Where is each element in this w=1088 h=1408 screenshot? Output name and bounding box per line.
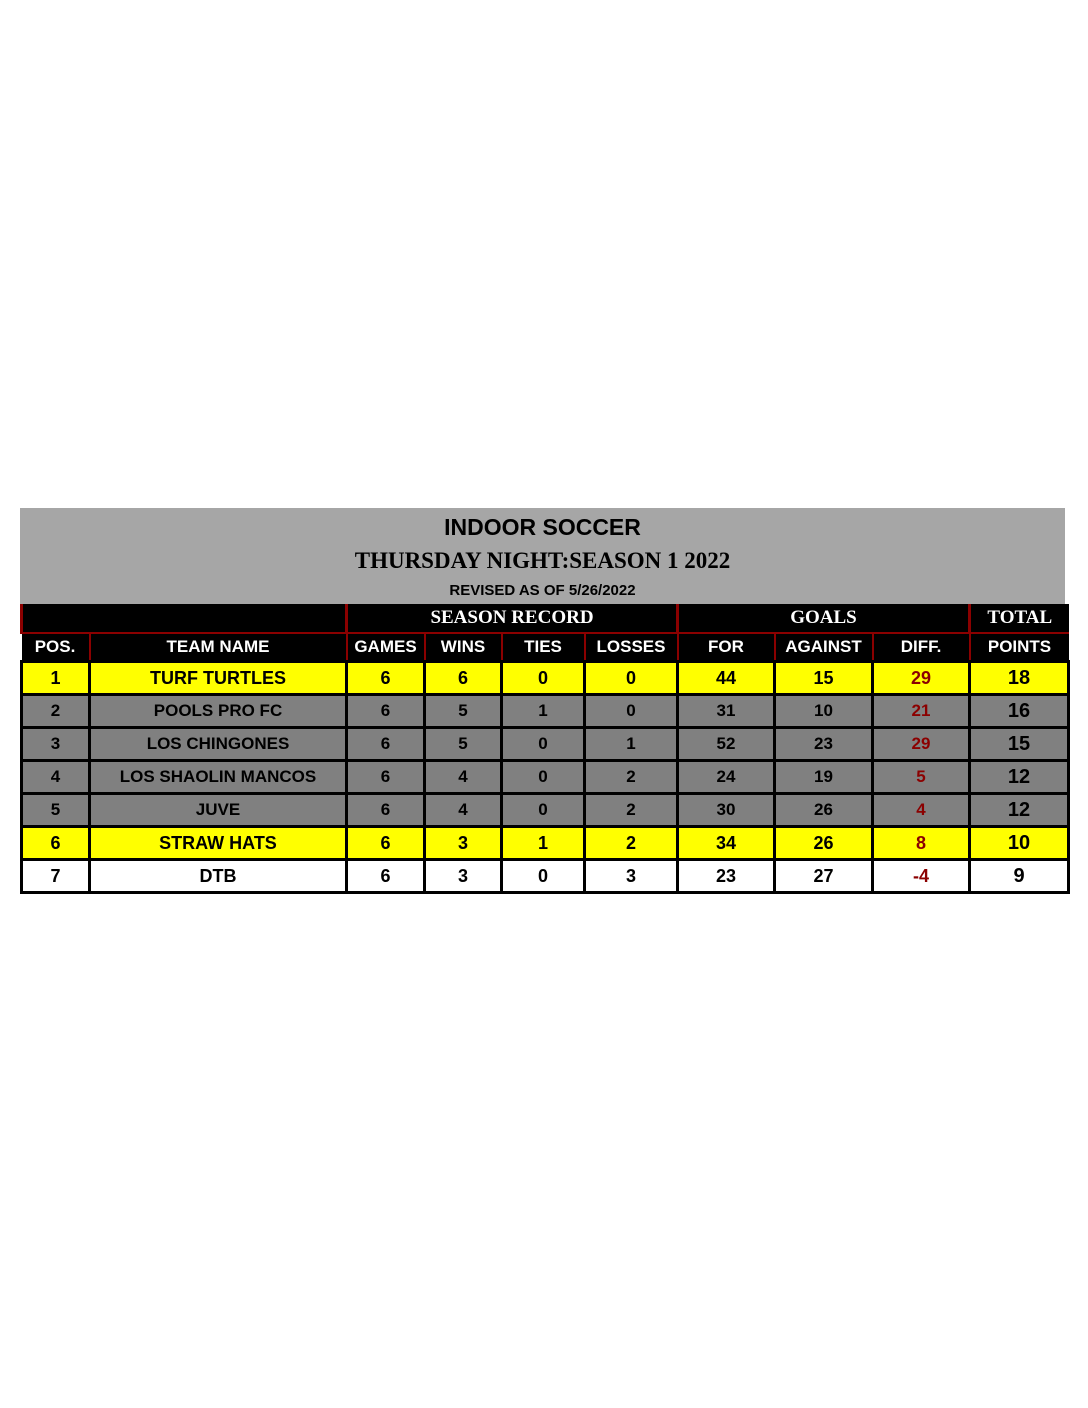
cell-points: 12	[970, 761, 1069, 794]
group-total: TOTAL	[970, 604, 1069, 633]
col-against: AGAINST	[775, 633, 873, 662]
cell-ties: 0	[502, 662, 585, 695]
cell-diff: 21	[873, 695, 970, 728]
cell-losses: 0	[585, 662, 678, 695]
cell-against: 27	[775, 860, 873, 893]
cell-against: 10	[775, 695, 873, 728]
cell-for: 24	[678, 761, 775, 794]
col-points: POINTS	[970, 633, 1069, 662]
cell-for: 34	[678, 827, 775, 860]
cell-pos: 5	[22, 794, 90, 827]
cell-for: 44	[678, 662, 775, 695]
league-title: INDOOR SOCCER	[444, 514, 641, 540]
cell-ties: 0	[502, 728, 585, 761]
cell-against: 26	[775, 794, 873, 827]
cell-losses: 0	[585, 695, 678, 728]
group-blank	[22, 604, 347, 633]
table-row	[22, 695, 1069, 728]
cell-games: 6	[347, 860, 425, 893]
cell-wins: 3	[425, 860, 502, 893]
group-season-record: SEASON RECORD	[347, 604, 678, 633]
table-row	[22, 827, 1069, 860]
table-row	[22, 728, 1069, 761]
cell-against: 23	[775, 728, 873, 761]
cell-team: LOS CHINGONES	[90, 728, 347, 761]
cell-pos: 1	[22, 662, 90, 695]
cell-team: TURF TURTLES	[90, 662, 347, 695]
group-goals: GOALS	[678, 604, 970, 633]
group-header-row	[22, 604, 1069, 633]
cell-for: 52	[678, 728, 775, 761]
cell-for: 31	[678, 695, 775, 728]
cell-ties: 1	[502, 695, 585, 728]
cell-diff: 5	[873, 761, 970, 794]
col-diff: DIFF.	[873, 633, 970, 662]
cell-diff: -4	[873, 860, 970, 893]
cell-games: 6	[347, 662, 425, 695]
cell-ties: 0	[502, 761, 585, 794]
revised-date: REVISED AS OF 5/26/2022	[449, 582, 636, 599]
cell-wins: 3	[425, 827, 502, 860]
cell-points: 16	[970, 695, 1069, 728]
cell-pos: 2	[22, 695, 90, 728]
cell-team: JUVE	[90, 794, 347, 827]
cell-ties: 0	[502, 794, 585, 827]
cell-ties: 1	[502, 827, 585, 860]
cell-team: LOS SHAOLIN MANCOS	[90, 761, 347, 794]
standings-sheet	[20, 508, 1067, 894]
col-team: TEAM NAME	[90, 633, 347, 662]
cell-pos: 7	[22, 860, 90, 893]
cell-losses: 2	[585, 794, 678, 827]
cell-pos: 4	[22, 761, 90, 794]
standings-table	[20, 604, 1070, 894]
cell-diff: 4	[873, 794, 970, 827]
cell-points: 10	[970, 827, 1069, 860]
col-ties: TIES	[502, 633, 585, 662]
cell-against: 15	[775, 662, 873, 695]
cell-points: 18	[970, 662, 1069, 695]
cell-losses: 1	[585, 728, 678, 761]
cell-wins: 4	[425, 761, 502, 794]
cell-games: 6	[347, 728, 425, 761]
cell-points: 9	[970, 860, 1069, 893]
cell-diff: 29	[873, 662, 970, 695]
cell-ties: 0	[502, 860, 585, 893]
table-row	[22, 761, 1069, 794]
cell-wins: 5	[425, 728, 502, 761]
cell-wins: 6	[425, 662, 502, 695]
cell-losses: 3	[585, 860, 678, 893]
title-block	[20, 508, 1065, 604]
cell-games: 6	[347, 827, 425, 860]
cell-games: 6	[347, 794, 425, 827]
col-wins: WINS	[425, 633, 502, 662]
cell-pos: 6	[22, 827, 90, 860]
cell-losses: 2	[585, 761, 678, 794]
cell-wins: 5	[425, 695, 502, 728]
table-row	[22, 794, 1069, 827]
cell-team: POOLS PRO FC	[90, 695, 347, 728]
cell-for: 23	[678, 860, 775, 893]
column-header-row	[22, 633, 1069, 662]
cell-wins: 4	[425, 794, 502, 827]
col-for: FOR	[678, 633, 775, 662]
cell-team: DTB	[90, 860, 347, 893]
col-pos: POS.	[22, 633, 90, 662]
cell-diff: 8	[873, 827, 970, 860]
cell-against: 19	[775, 761, 873, 794]
table-row	[22, 860, 1069, 893]
table-row	[22, 662, 1069, 695]
cell-points: 12	[970, 794, 1069, 827]
season-subtitle: THURSDAY NIGHT:SEASON 1 2022	[354, 548, 731, 573]
cell-diff: 29	[873, 728, 970, 761]
cell-losses: 2	[585, 827, 678, 860]
cell-against: 26	[775, 827, 873, 860]
cell-pos: 3	[22, 728, 90, 761]
cell-games: 6	[347, 761, 425, 794]
col-games: GAMES	[347, 633, 425, 662]
col-losses: LOSSES	[585, 633, 678, 662]
cell-team: STRAW HATS	[90, 827, 347, 860]
cell-points: 15	[970, 728, 1069, 761]
cell-for: 30	[678, 794, 775, 827]
cell-games: 6	[347, 695, 425, 728]
